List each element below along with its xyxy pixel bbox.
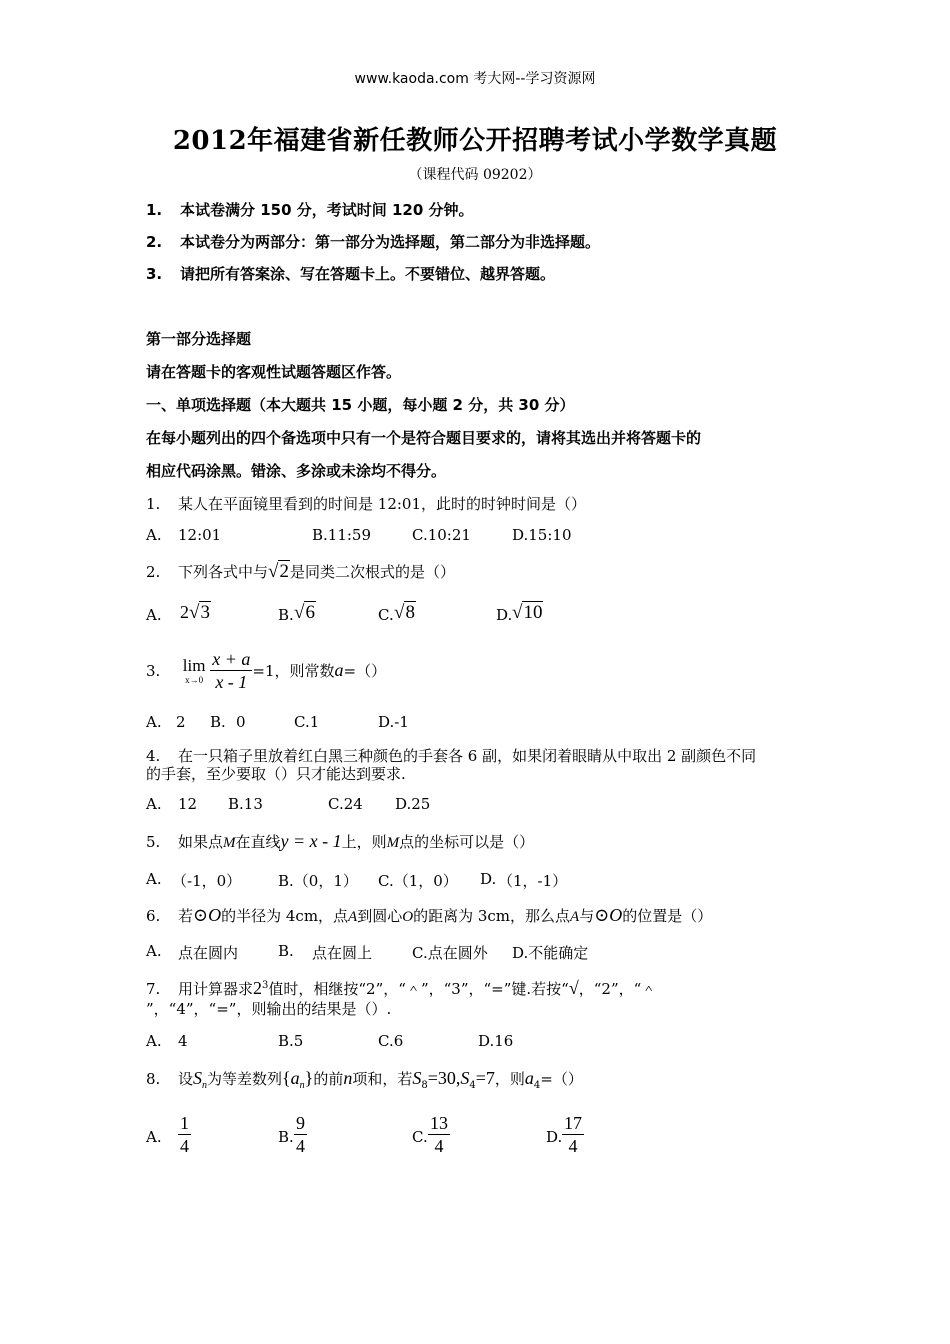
q7-option-c: C.6 xyxy=(378,1032,404,1050)
q3-option-d: D.-1 xyxy=(378,713,409,731)
q7-option-a: 4 xyxy=(178,1032,188,1050)
q1-option-a-label: A. xyxy=(146,526,162,544)
q1-option-b: B.11:59 xyxy=(312,526,372,544)
question-5: 5. 如果点M在直线y = x - 1上，则M点的坐标可以是（） xyxy=(146,831,535,851)
q8-option-b-label: B. xyxy=(278,1128,294,1146)
q2-option-c: √8 xyxy=(394,602,415,623)
section-desc-1: 在每小题列出的四个备选项中只有一个是符合题目要求的，请将其选出并将答题卡的 xyxy=(146,429,702,447)
q1-option-d: D.15:10 xyxy=(512,526,572,544)
q5-option-c: C.（1，0） xyxy=(378,872,458,890)
q6-option-b-label: B. xyxy=(278,942,294,960)
q2-option-a-label: A. xyxy=(146,606,162,624)
sqrt-2: √2 xyxy=(268,561,289,582)
q6-option-b: 点在圆上 xyxy=(312,944,373,962)
q6-option-c: C.点在圆外 xyxy=(412,944,488,962)
course-code: （课程代码 09202） xyxy=(408,167,542,183)
fraction: $\frac{x + a}{x - 1}$ xyxy=(212,649,251,692)
q6-option-a-label: A. xyxy=(146,942,162,960)
q5-option-a: （-1，0） xyxy=(172,872,242,890)
question-2: 2. 下列各式中与√2是同类二次根式的是（） xyxy=(146,561,455,582)
question-3: 3. lim x→0 $\frac{x + a}{x - 1}$ =1，则常数a=（） xyxy=(146,649,387,692)
question-4-line-1: 4. 在一只箱子里放着红白黑三种颜色的手套各 6 副，如果闭着眼睛从中取出 2 副颜色不同 xyxy=(146,747,757,765)
q4-option-d: D.25 xyxy=(395,795,431,813)
q4-option-a-label: A. xyxy=(146,795,162,813)
question-7-line-2: ”，“4”，“=”，则输出的结果是（）. xyxy=(146,1000,392,1018)
q2-option-b-label: B. xyxy=(278,606,294,624)
question-7-line-1: 7. 用计算器求$2^3$值时，相继按“2”，“＾”，“3”，“=”键.若按“√，“2”，“＾ xyxy=(146,978,657,998)
q2-option-c-label: C. xyxy=(378,606,394,624)
q8-option-a: $\frac{1}{4}$ xyxy=(180,1113,189,1156)
q8-option-c-label: C. xyxy=(412,1128,428,1146)
section-desc-2: 相应代码涂黑。错涂、多涂或未涂均不得分。 xyxy=(146,462,447,480)
q7-option-a-label: A. xyxy=(146,1032,162,1050)
limit: lim x→0 xyxy=(182,655,206,685)
q1-option-c: C.10:21 xyxy=(412,526,471,544)
q2-option-a: 2√3 xyxy=(180,602,210,623)
section-heading: 一、单项选择题（本大题共 15 小题，每小题 2 分，共 30 分） xyxy=(146,396,575,414)
site-header: www.kaoda.com 考大网--学习资源网 xyxy=(354,71,596,87)
instruction-3: 3. 请把所有答案涂、写在答题卡上。不要错位、越界答题。 xyxy=(146,265,556,283)
q3-option-b-label: B. xyxy=(210,713,226,731)
q3-option-a-label: A. xyxy=(146,713,162,731)
q4-option-c: C.24 xyxy=(328,795,363,813)
section-title: 第一部分选择题 xyxy=(146,330,252,348)
q7-option-d: D.16 xyxy=(478,1032,514,1050)
q3-option-a: 2 xyxy=(176,713,186,731)
q8-option-b: $\frac{9}{4}$ xyxy=(296,1113,305,1156)
question-1: 1. 某人在平面镜里看到的时间是 12:01，此时的时钟时间是（） xyxy=(146,495,586,513)
q8-option-d: $\frac{17}{4}$ xyxy=(564,1113,582,1156)
q5-option-b: B.（0，1） xyxy=(278,872,358,890)
q5-option-d: （1，-1） xyxy=(498,872,568,890)
q2-option-d: √10 xyxy=(512,602,543,623)
q8-option-a-label: A. xyxy=(146,1128,162,1146)
question-8: 8. 设$S_n$为等差数列$\{a_n\}$的前n项和，若$S_8=30,S_4=7$，则$a_4=()$ xyxy=(146,1068,583,1091)
q5-option-a-label: A. xyxy=(146,870,162,888)
q8-option-d-label: D. xyxy=(546,1128,563,1146)
q2-option-d-label: D. xyxy=(496,606,513,624)
q3-option-c: C.1 xyxy=(294,713,320,731)
q3-option-b: 0 xyxy=(236,713,246,731)
instruction-2: 2. 本试卷分为两部分：第一部分为选择题，第二部分为非选择题。 xyxy=(146,233,601,251)
q1-option-a: 12:01 xyxy=(178,526,222,544)
instruction-1: 1. 本试卷满分 150 分，考试时间 120 分钟。 xyxy=(146,201,474,219)
q8-option-c: $\frac{13}{4}$ xyxy=(430,1113,448,1156)
q4-option-a: 12 xyxy=(178,795,198,813)
question-6: 6. 若⊙O的半径为 4cm，点A到圆心O的距离为 3cm，那么点A与⊙O的位置是（） xyxy=(146,905,713,925)
section-note: 请在答题卡的客观性试题答题区作答。 xyxy=(146,363,402,381)
q7-option-b: B.5 xyxy=(278,1032,304,1050)
q6-option-d: D.不能确定 xyxy=(512,944,589,962)
page-title: 2012年福建省新任教师公开招聘考试小学数学真题 xyxy=(172,126,778,156)
q2-option-b: √6 xyxy=(294,602,315,623)
question-4-line-2: 的手套，至少要取（）只才能达到要求. xyxy=(146,765,406,783)
q6-option-a: 点在圆内 xyxy=(178,944,239,962)
q5-option-d-label: D. xyxy=(480,870,497,888)
q4-option-b: B.13 xyxy=(228,795,263,813)
